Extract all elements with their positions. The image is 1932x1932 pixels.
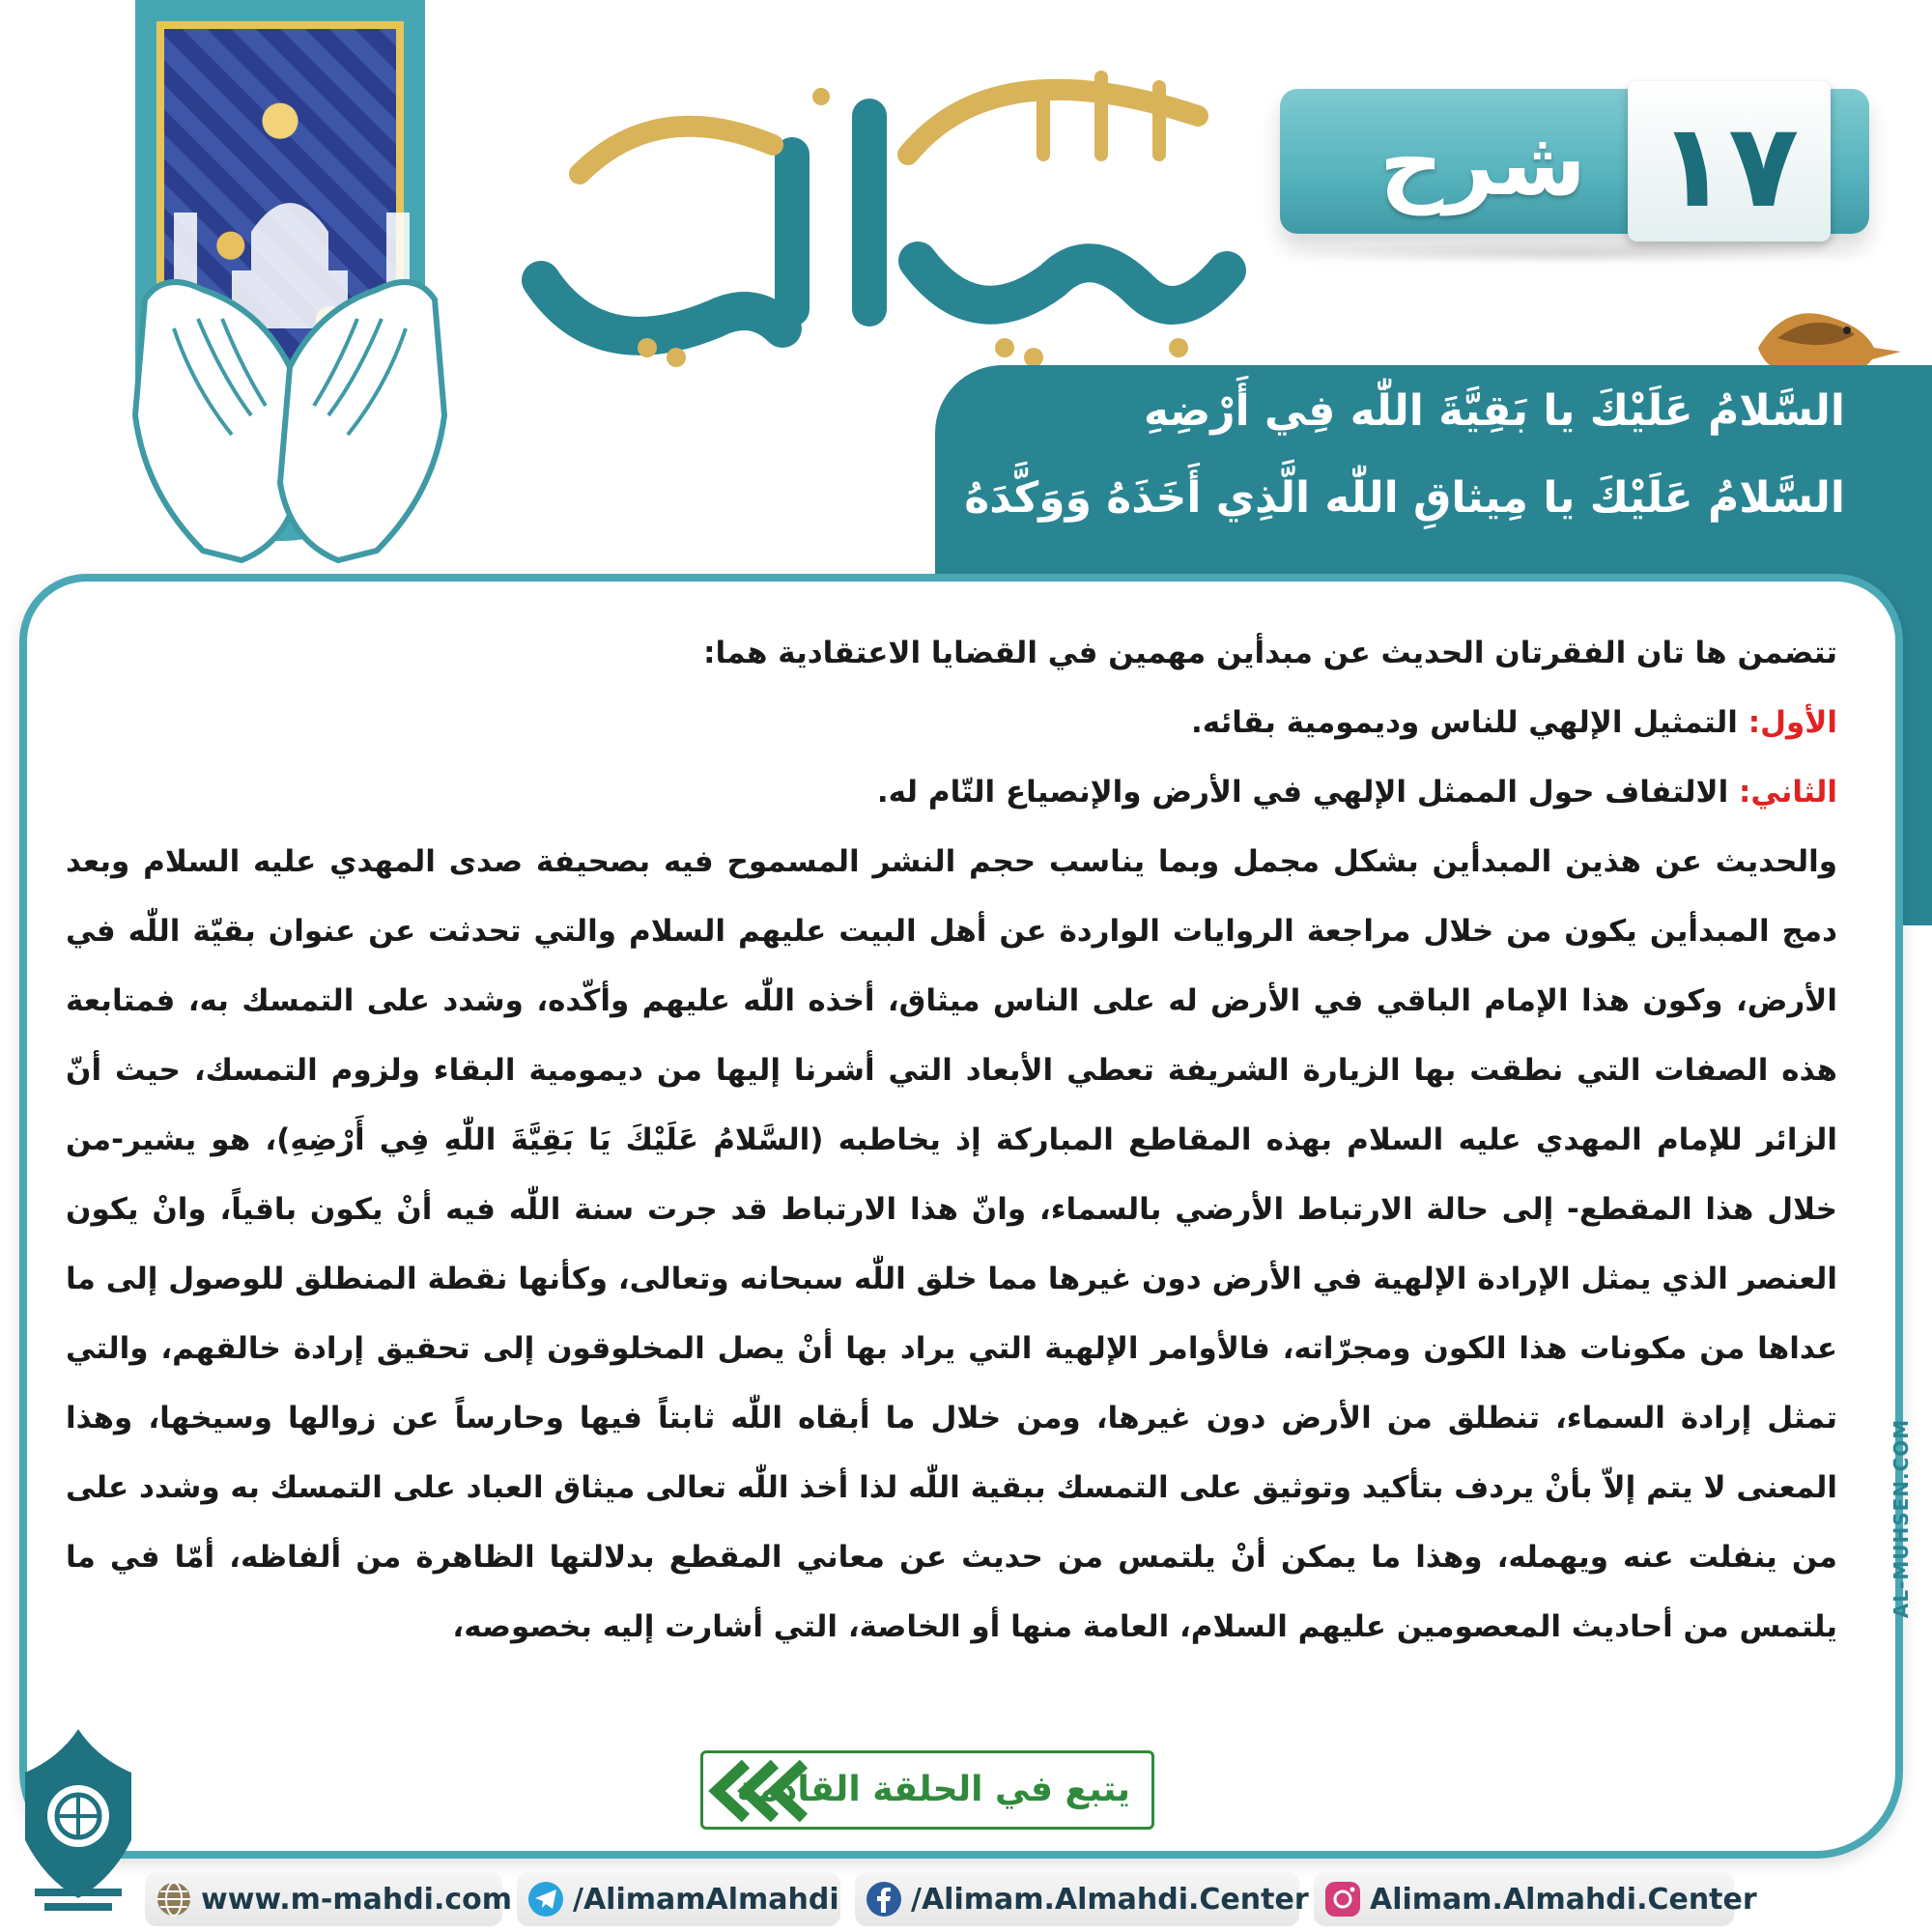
- first-text: التمثيل الإلهي للناس وديمومية بقائه.: [1191, 705, 1738, 740]
- website-text: www.m-mahdi.com: [201, 1882, 513, 1917]
- banner-word: شرح: [1378, 112, 1586, 215]
- facebook-icon: [865, 1880, 903, 1918]
- instagram-link[interactable]: [1314, 1872, 1757, 1926]
- episode-banner: [1280, 89, 1869, 234]
- facebook-link[interactable]: [855, 1872, 1309, 1926]
- article-body: [66, 618, 1837, 1662]
- social-footer: [145, 1872, 1927, 1926]
- side-watermark: [1882, 1256, 1920, 1797]
- second-principle: [66, 757, 1837, 827]
- second-label: الثاني:: [1739, 775, 1837, 810]
- website-link[interactable]: [145, 1872, 513, 1926]
- instagram-icon: [1323, 1880, 1362, 1918]
- main-paragraph: والحديث عن هذين المبدأين بشكل مجمل وبما يناسب حجم النشر المسموح فيه بصحيفة صدى المهدي عليه السلام وبعد دمج المبدأين يكون من خلال مراجعة الروايات الواردة عن أهل البيت عليهم السلام والتي تحدثت عن عنوان بقيّة اللّٰه في الأرض، وكون هذا الإمام الباقي في الأرض له على الناس ميثاق، أخذه اللّٰه عليهم وأكّده، وشدد على التمسك به، فمتابعة هذه الصفات التي نطقت بها الزيارة الشريفة تعطي الأبعاد التي أشرنا إليها من ديمومية البقاء ولزوم التمسك، حيث أنّ الزائر للإمام المهدي عليه السلام بهذه المقاطع المباركة إذ يخاطبه (السَّلامُ عَلَيْكَ يَا بَقِيَّةَ اللّٰهِ فِي أَرْضِهِ)، هو يشير-من خلال هذا المقطع- إلى حالة الارتباط الأرضي بالسماء، وانّ هذا الارتباط قد جرت سنة اللّٰه فيه أنْ يكون باقياً، وانْ يكون العنصر الذي يمثل الإرادة الإلهية في الأرض دون غيرها مما خلق اللّٰه سبحانه وتعالى، وكأنها نقطة المنطلق للوصول إلى ما عداها من مكونات هذا الكون ومجرّاته، فالأوامر الإلهية التي يراد بها أنْ يصل المخلوقون إلى تحقيق إرادة خالقهم، والتي تمثل إرادة السماء، تنطلق من الأرض دون غيرها، ومن خلال ما أبقاه اللّٰه ثابتاً فيها وحارساً عن زوالها وسيخها، وهذا المعنى لا يتم إلاّ بأنْ يردف بتأكيد وتوثيق على التمسك ببقية اللّٰه لذا أخذ اللّٰه تعالى ميثاق العباد على التمسك به وشدد على من ينفلت عنه ويهمله، وهذا ما يمكن أنْ يلتمس من حديث عن معاني المقطع بدلالتها الظاهرة من ألفاظه، أمّا في ما يلتمس من أحاديث المعصومين عليهم السلام، العامة منها أو الخاصة، التي أشارت إليه بخصوصه،: [66, 844, 1837, 1644]
- intro-paragraph: تتضمن ها تان الفقرتان الحديث عن مبدأين مهمين في القضايا الاعتقادية هما:: [703, 636, 1837, 670]
- ziyarat-logo: [502, 39, 1275, 386]
- globe-icon: [155, 1880, 193, 1918]
- facebook-text: /Alimam.Almahdi.Center: [911, 1882, 1309, 1917]
- phrase-line-2: السَّلامُ عَلَيْكَ يا مِيثاقِ اللّٰه الَّذِي أَخَذَهُ وَوَكَّدَهُ: [964, 473, 1845, 523]
- continue-next-episode-button[interactable]: [700, 1750, 1154, 1830]
- first-principle: [66, 688, 1837, 757]
- second-text: الالتفاف حول الممثل الإلهي في الأرض والإنصياع التّام له.: [876, 775, 1729, 810]
- telegram-text: /AlimamAlmahdi: [573, 1882, 839, 1917]
- side-watermark-text: AL-MUHSEN.COM: [1889, 1418, 1913, 1619]
- banner-shadow: [1265, 242, 1884, 265]
- episode-number: ١٧: [1657, 99, 1800, 234]
- instagram-text: Alimam.Almahdi.Center: [1370, 1882, 1757, 1917]
- praying-hands-icon: [106, 164, 473, 589]
- continue-label: يتبع في الحلقة القادمة: [736, 1770, 1130, 1809]
- phrase-line-1: السَّلامُ عَلَيْكَ يا بَقِيَّةَ اللّٰه فِي أَرْضِهِ: [1144, 386, 1845, 436]
- telegram-icon: [526, 1880, 565, 1918]
- first-label: الأول:: [1747, 705, 1837, 740]
- center-emblem-icon: [6, 1719, 151, 1922]
- telegram-link[interactable]: [517, 1872, 840, 1926]
- logo-title: زيارة آل ياسين: [885, 377, 893, 378]
- content-card: [19, 574, 1903, 1859]
